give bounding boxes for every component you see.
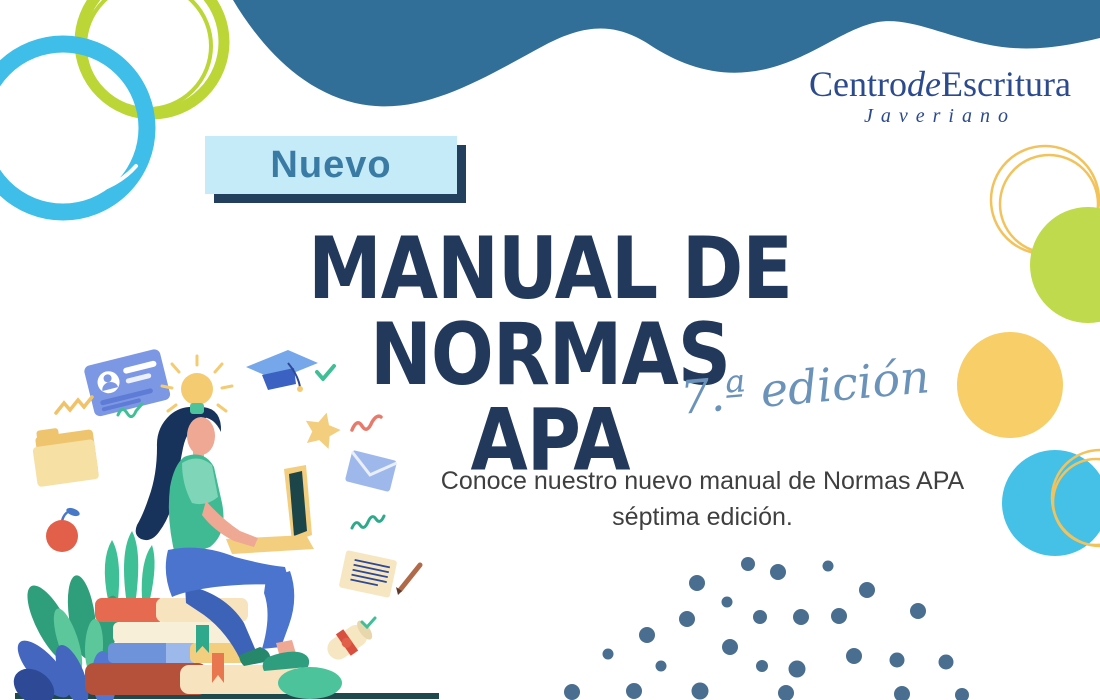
grass-mound	[278, 667, 342, 699]
squiggle-teal-icon	[352, 516, 384, 528]
logo-wordmark: CentrodeEscritura	[809, 64, 1071, 104]
blue-ring	[0, 44, 147, 212]
logo-subtitle: Javeriano	[864, 104, 1016, 127]
envelope-icon	[345, 450, 397, 492]
description-line-1: Conoce nuestro nuevo manual de Normas APA	[440, 467, 965, 495]
logo	[780, 66, 1100, 128]
edition-script: 7.ª edición	[678, 349, 932, 425]
squiggle-green-small-icon	[362, 618, 375, 627]
squiggle-red-icon	[352, 416, 381, 430]
green-circle	[1030, 207, 1100, 323]
dots-pattern	[560, 540, 1100, 700]
lightbulb-icon	[162, 356, 232, 414]
description-line-2: séptima edición.	[612, 502, 793, 531]
graduation-cap-icon	[246, 350, 318, 392]
corner-rings	[0, 0, 270, 250]
apple-icon	[46, 506, 81, 552]
note-pencil-icon	[339, 550, 420, 598]
star-icon	[300, 408, 344, 451]
title-line-2: APA	[470, 390, 630, 491]
folder-icon	[30, 423, 99, 487]
face	[187, 417, 215, 455]
illustration-woman-studying	[0, 335, 440, 700]
title-line-1: MANUAL DE NORMAS	[308, 219, 792, 405]
new-badge-label: Nuevo	[270, 143, 392, 186]
yellow-circle	[957, 332, 1063, 438]
description-text	[395, 464, 1010, 535]
squiggle-yellow-icon	[56, 397, 92, 413]
id-card-icon	[83, 348, 171, 417]
calf	[262, 571, 294, 649]
right-decorations	[940, 130, 1100, 570]
new-badge	[205, 136, 457, 194]
checkmark-icon	[317, 366, 334, 379]
